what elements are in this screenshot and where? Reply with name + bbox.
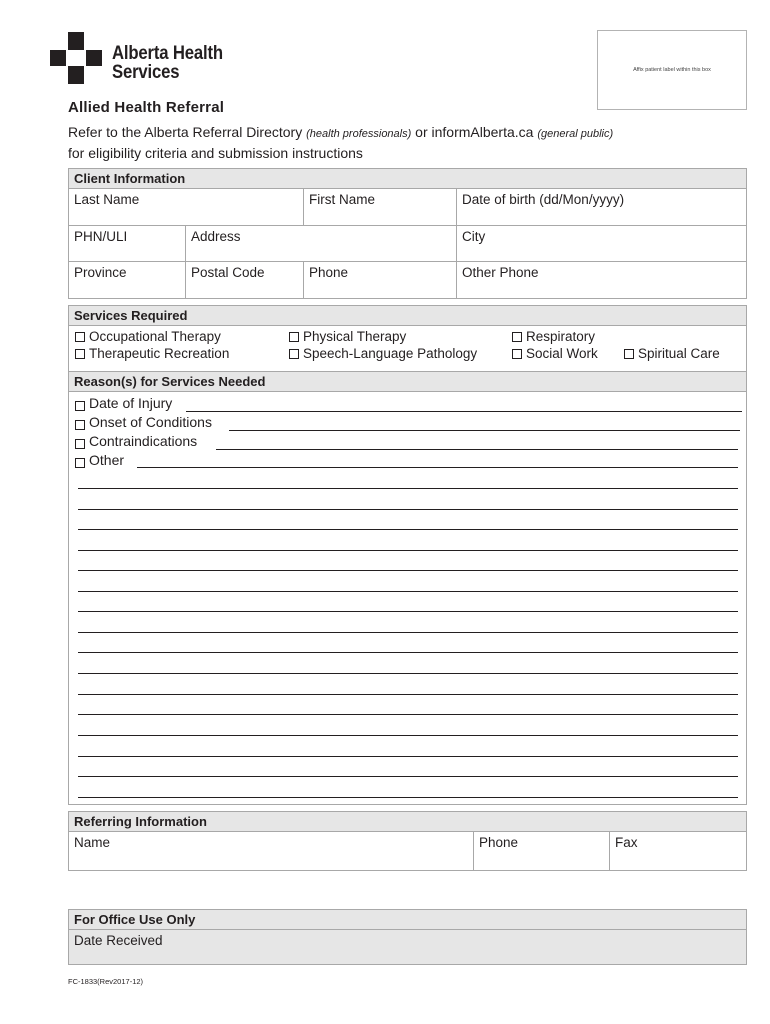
option-label: Contraindications [89,433,198,449]
intro-part-2: or informAlberta.ca [411,124,538,140]
onset-of-conditions-line[interactable] [229,430,740,431]
onset-of-conditions-option[interactable] [75,414,212,430]
reasons-section [68,371,747,805]
checkbox-icon[interactable] [75,349,85,359]
referrer-fax-field[interactable] [610,832,746,870]
checkbox-icon[interactable] [75,439,85,449]
option-label: Social Work [526,346,598,361]
other-phone-label: Other Phone [462,265,539,280]
checkbox-icon[interactable] [289,332,299,342]
referrer-name-field[interactable] [69,832,474,870]
client-row-2 [69,226,746,262]
occupational-therapy-option[interactable] [75,329,221,344]
referrer-phone-label: Phone [479,835,519,850]
checkbox-icon[interactable] [75,332,85,342]
intro-text [68,123,613,163]
intro-line-2: for eligibility criteria and submission instructions [68,145,363,161]
other-phone-field[interactable] [457,262,746,298]
intro-italic-2: (general public) [537,128,614,140]
reasons-heading: Reason(s) for Services Needed [69,372,746,392]
option-label: Therapeutic Recreation [89,346,230,361]
first-name-label: First Name [309,192,376,207]
option-label: Respiratory [526,329,596,344]
notes-line[interactable] [78,652,738,653]
services-required-heading: Services Required [69,306,746,326]
contraindications-line[interactable] [216,449,738,450]
notes-line[interactable] [78,570,738,571]
last-name-label: Last Name [74,192,140,207]
notes-line[interactable] [78,756,738,757]
notes-line[interactable] [78,611,738,612]
referring-information-heading: Referring Information [69,812,746,832]
checkbox-icon[interactable] [75,401,85,411]
option-label: Occupational Therapy [89,329,221,344]
postal-code-label: Postal Code [191,265,265,280]
intro-part-1: Refer to the Alberta Referral Directory [68,124,307,140]
city-label: City [462,229,486,244]
referring-row [69,832,746,870]
date-received-label: Date Received [74,933,163,948]
phn-label: PHN/ULI [74,229,128,244]
notes-line[interactable] [78,591,738,592]
option-label: Date of Injury [89,395,173,411]
reasons-body [69,392,746,804]
logo-line-1: Alberta Health [112,43,223,64]
notes-line[interactable] [78,509,738,510]
notes-line[interactable] [78,488,738,489]
province-field[interactable] [69,262,186,298]
office-use-section [68,909,747,965]
postal-code-field[interactable] [186,262,304,298]
ahs-cross-logo-icon [50,32,108,84]
client-row-3 [69,262,746,298]
referrer-fax-label: Fax [615,835,638,850]
checkbox-icon[interactable] [75,420,85,430]
address-label: Address [191,229,241,244]
office-use-heading: For Office Use Only [69,910,746,930]
client-row-1 [69,189,746,226]
phone-field[interactable] [304,262,457,298]
checkbox-icon[interactable] [289,349,299,359]
contraindications-option[interactable] [75,433,197,449]
checkbox-icon[interactable] [512,349,522,359]
ahs-logo [50,32,250,84]
notes-line[interactable] [78,735,738,736]
address-field[interactable] [186,226,457,261]
province-label: Province [74,265,127,280]
other-line[interactable] [137,467,738,468]
date-of-injury-line[interactable] [186,411,742,412]
notes-line[interactable] [78,694,738,695]
patient-label-instruction: Affix patient label within this box [633,67,711,73]
phn-field[interactable] [69,226,186,261]
intro-italic-1: (health professionals) [306,128,412,140]
therapeutic-recreation-option[interactable] [75,346,229,361]
notes-line[interactable] [78,797,738,798]
city-field[interactable] [457,226,746,261]
date-of-injury-option[interactable] [75,395,172,411]
client-information-heading: Client Information [69,169,746,189]
first-name-field[interactable] [304,189,457,225]
logo-line-2: Services [112,62,180,83]
logo-wordmark [112,44,223,82]
notes-line[interactable] [78,529,738,530]
phone-label: Phone [309,265,349,280]
dob-field[interactable] [457,189,746,225]
services-required-section [68,305,747,375]
dob-label: Date of birth (dd/Mon/yyyy) [462,192,625,207]
option-label: Physical Therapy [303,329,407,344]
notes-line[interactable] [78,714,738,715]
notes-line[interactable] [78,776,738,777]
referring-information-section [68,811,747,871]
option-label: Spiritual Care [638,346,720,361]
form-code: FC-1833(Rev2017-12) [68,977,144,986]
client-information-section [68,168,747,299]
checkbox-icon[interactable] [75,458,85,468]
date-received-field[interactable] [69,930,746,964]
checkbox-icon[interactable] [512,332,522,342]
services-options [69,326,746,374]
patient-label-box [597,30,747,110]
notes-line[interactable] [78,550,738,551]
social-work-option[interactable] [512,346,598,361]
physical-therapy-option[interactable] [289,329,406,344]
notes-line[interactable] [78,673,738,674]
other-option[interactable] [75,452,124,468]
speech-language-pathology-option[interactable] [289,346,477,361]
respiratory-option[interactable] [512,329,595,344]
referrer-phone-field[interactable] [474,832,610,870]
office-row [69,930,746,964]
spiritual-care-option[interactable] [624,346,720,361]
option-label: Onset of Conditions [89,414,212,430]
option-label: Speech-Language Pathology [303,346,478,361]
last-name-field[interactable] [69,189,304,225]
checkbox-icon[interactable] [624,349,634,359]
referrer-name-label: Name [74,835,111,850]
notes-line[interactable] [78,632,738,633]
option-label: Other [89,452,125,468]
form-title: Allied Health Referral [68,99,225,116]
